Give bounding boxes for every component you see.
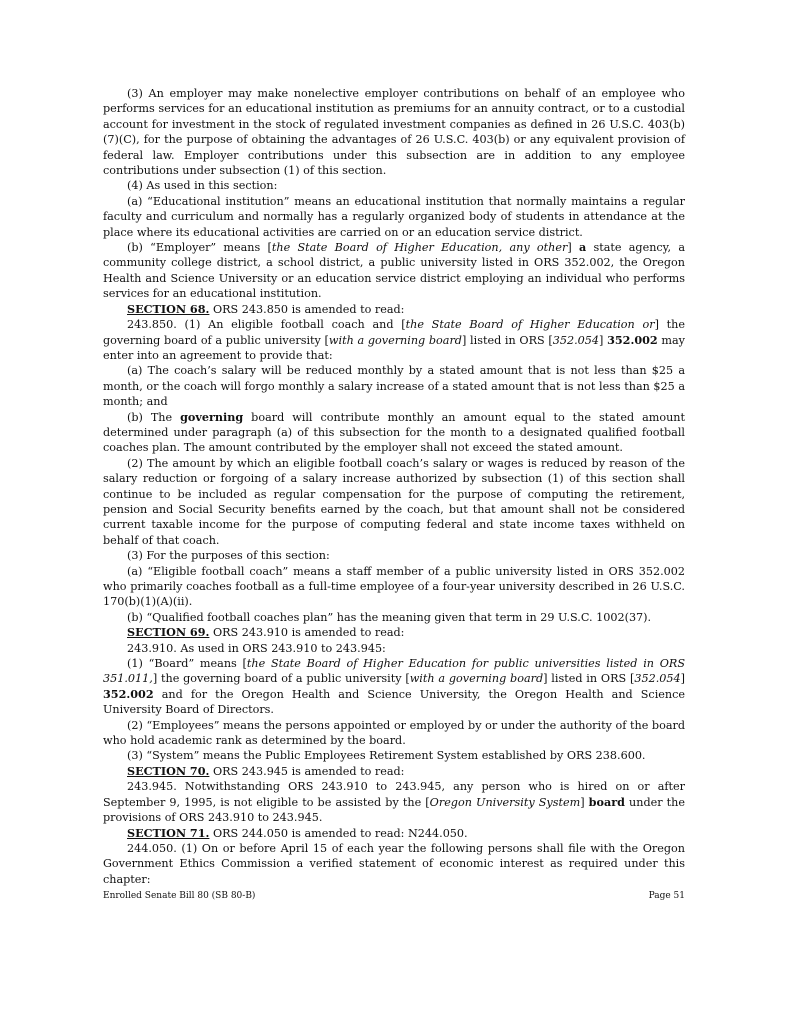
paragraph-p2 — [103, 178, 685, 193]
text-run: ORS 243.945 is amended to read: — [209, 764, 405, 778]
inserted-text: 352.002 — [607, 332, 658, 347]
text-run: (3) “System” means the Public Employees Retirement System established by ORS 238.600. — [127, 749, 646, 763]
paragraph-p5 — [103, 302, 685, 317]
text-run: ] listed in ORS [ — [543, 672, 635, 686]
text-run: ] — [599, 333, 608, 347]
paragraph-p10 — [103, 548, 685, 563]
paragraph-p3 — [103, 194, 685, 240]
text-run: (a) The coach’s salary will be reduced monthly by a stated amount that is not less than $25 a month, or the coach will forgo monthly a salary increase of a stated amount that is not less than $25 a month; and — [103, 364, 685, 409]
text-run: 244.050. (1) On or before April 15 of each year the following persons shall file with the Oregon Government Ethics Commission a verified statement of economic interest as required under this chapter: — [103, 841, 685, 886]
text-run: (b) “Employer” means [ — [127, 241, 272, 255]
text-run: (a) “Eligible football coach” means a staff member of a public university listed in ORS 352.002 who primarily coaches football as a full-time employee of a four-year university described in 26 U.S.C. 170(b)(1)(A)(ii). — [103, 564, 685, 609]
text-run: ORS 243.910 is amended to read: — [209, 626, 405, 640]
text-run: ORS 244.050 is amended to read: N244.050. — [209, 826, 468, 840]
text-run: ] the governing board of a public university [ — [152, 672, 410, 686]
paragraph-p18 — [103, 764, 685, 779]
inserted-text: 352.002 — [103, 686, 154, 701]
paragraph-p7 — [103, 363, 685, 409]
text-run: (1) “Board” means [ — [127, 657, 247, 671]
paragraph-p8 — [103, 410, 685, 456]
deleted-text: 352.054 — [634, 672, 681, 686]
inserted-text: board — [588, 794, 625, 809]
inserted-text: governing — [180, 409, 244, 424]
section-heading: SECTION 70. — [127, 763, 210, 778]
page-number: Page 51 — [648, 891, 685, 901]
text-run: (2) The amount by which an eligible football coach’s salary or wages is reduced by reason of the salary reduction or forgoing of a salary increase authorized by subsection (1) of this section shall continue to be included as regular compensation for the purpose of computing the retirement, pension and Social Security benefits earned by the coach, but that amount shall not be considered current taxable income for the purpose of computing federal and state income taxes withheld on behalf of that coach. — [103, 456, 685, 547]
section-heading: SECTION 69. — [127, 625, 210, 640]
text-run: ] — [580, 795, 589, 809]
text-run: state agency, a community college district, a school district, a public university listed in ORS 352.002, the Oregon Health and Science University or an education service district employing an individual who performs services for an educational institution. — [103, 241, 685, 301]
deleted-text: the State Board of Higher Education or — [405, 318, 655, 332]
paragraph-p21 — [103, 841, 685, 887]
text-run: (2) “Employees” means the persons appointed or employed by or under the authority of the board who hold academic rank as determined by the board. — [103, 718, 685, 748]
paragraph-p11 — [103, 564, 685, 610]
bill-text — [103, 86, 685, 887]
text-run: (4) As used in this section: — [127, 179, 278, 193]
paragraph-p17 — [103, 748, 685, 763]
paragraph-p16 — [103, 718, 685, 749]
text-run: ] listed in ORS [ — [461, 333, 553, 347]
footer-bill-title: Enrolled Senate Bill 80 (SB 80-B) — [103, 891, 256, 901]
deleted-text: Oregon University System — [429, 795, 581, 809]
deleted-text: 352.054 — [552, 333, 600, 347]
text-run: ] — [680, 672, 685, 686]
text-run: 243.945. Notwithstanding ORS 243.910 to 243.945, any person who is hired on or after September 9, 1995, is not eligible to be assisted by the [ — [103, 780, 685, 809]
paragraph-p12 — [103, 610, 685, 625]
paragraph-p14 — [103, 641, 685, 656]
text-run: (3) For the purposes of this section: — [127, 549, 330, 563]
text-run: (a) “Educational institution” means an educational institution that normally maintains a regular faculty and curriculum and normally has a regularly organized body of students in attendance at the place where its educational activities are carried on or an education service district. — [103, 194, 685, 239]
page-footer — [103, 891, 685, 901]
paragraph-p15 — [103, 656, 685, 718]
document-page — [103, 86, 685, 887]
paragraph-p20 — [103, 826, 685, 841]
section-heading: SECTION 68. — [127, 301, 210, 316]
deleted-text: the State Board of Higher Education, any other — [271, 241, 568, 255]
deleted-text: with a governing board — [409, 672, 544, 686]
paragraph-p6 — [103, 317, 685, 363]
inserted-text: a — [578, 240, 587, 255]
paragraph-p13 — [103, 625, 685, 640]
text-run: ] the governing board of a public university [ — [103, 318, 686, 347]
text-run: (b) The — [127, 410, 181, 424]
text-run: 243.910. As used in ORS 243.910 to 243.945: — [127, 641, 386, 655]
paragraph-p1 — [103, 86, 685, 178]
text-run: and for the Oregon Health and Science University, the Oregon Health and Science University Board of Directors. — [103, 687, 685, 717]
deleted-text: the State Board of Higher Education for public universities listed in ORS 351.011, — [103, 657, 685, 686]
paragraph-p9 — [103, 456, 685, 548]
text-run: under the provisions of ORS 243.910 to 243.945. — [103, 795, 685, 825]
text-run: may enter into an agreement to provide that: — [103, 333, 686, 362]
paragraph-p19 — [103, 779, 685, 825]
text-run: ] — [567, 241, 579, 255]
text-run: (b) “Qualified football coaches plan” has the meaning given that term in 29 U.S.C. 1002(37). — [127, 610, 652, 624]
paragraph-p4 — [103, 240, 685, 302]
text-run: ORS 243.850 is amended to read: — [209, 302, 405, 316]
text-run: 243.850. (1) An eligible football coach and [ — [127, 318, 406, 332]
section-heading: SECTION 71. — [127, 825, 210, 840]
deleted-text: with a governing board — [328, 333, 462, 347]
text-run: (3) An employer may make nonelective employer contributions on behalf of an employee who performs services for an educational institution as premiums for an annuity contract, or to a custodial account for investment in the stock of regulated investment companies as defined in 26 U.S.C. 403(b)(7)(C), for the purpose of obtaining the advantages of 26 U.S.C. 403(b) or any equivalent provision of federal law. Employer contributions under this subsection are in addition to any employee contributions under subsection (1) of this section. — [103, 87, 685, 178]
text-run: board will contribute monthly an amount equal to the stated amount determined under paragraph (a) of this subsection for the month to a designated qualified football coaches plan. The amount contributed by the employer shall not exceed the stated amount. — [103, 410, 685, 455]
